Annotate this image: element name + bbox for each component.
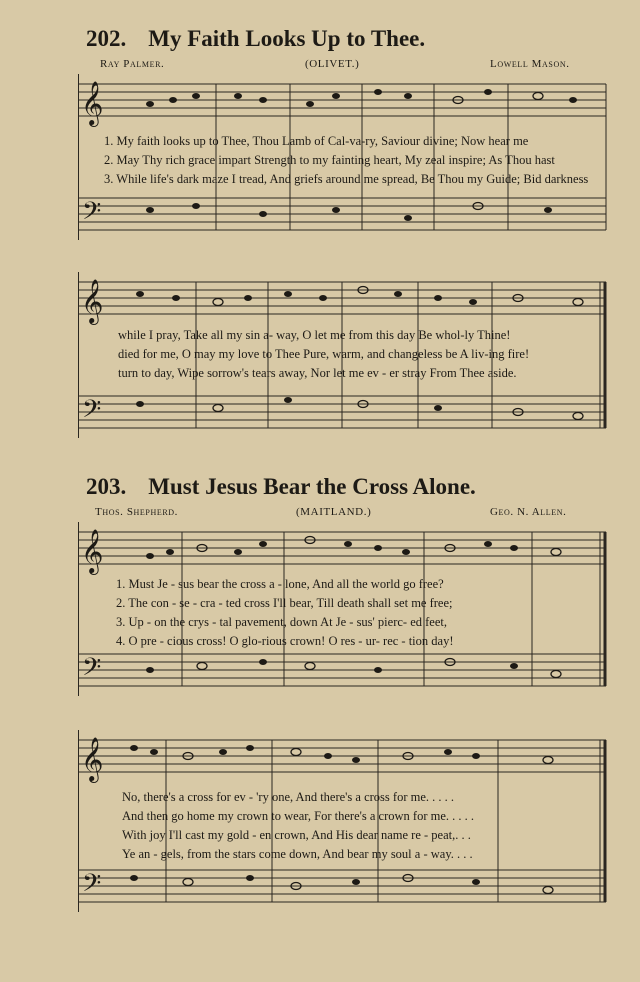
svg-text:𝄞: 𝄞 (81, 279, 104, 323)
treble-staff (78, 81, 606, 127)
hymn-202-verse-1-cont: while I pray, Take all my sin a- way, O let me from this day Be whol-ly Thine! (118, 328, 511, 342)
hymn-203-verse-4-cont: Ye an - gels, from the stars come down, And bear my soul a - way. . . . (122, 847, 473, 861)
hymn-203-verse-2-cont: And then go home my crown to wear, For there's a crown for me. . . . . (122, 809, 475, 823)
hymn-title-text: My Faith Looks Up to Thee. (148, 26, 426, 51)
hymn-number: 203. (86, 474, 127, 499)
hymn-202-verse-2: 2. May Thy rich grace impart Strength to my fainting heart, My zeal inspire; As Thou hast (104, 153, 555, 167)
hymn-202-verse-3: 3. While life's dark maze I tread, And griefs around me spread, Be Thou my Guide; Bid darkness (104, 172, 589, 186)
hymn-203-author: Thos. Shepherd. (95, 506, 178, 518)
hymn-202-composer: Lowell Mason. (490, 58, 570, 70)
svg-text:𝄢: 𝄢 (82, 197, 102, 232)
svg-text:𝄢: 𝄢 (82, 869, 102, 904)
hymn-203-title (86, 474, 476, 500)
hymn-202-verse-2-cont: died for me, O may my love to Thee Pure, warm, and changeless be A liv-ing fire! (118, 347, 530, 361)
hymn-203-verse-3-cont: With joy I'll cast my gold - en crown, And His dear name re - peat,. . . (122, 828, 471, 842)
hymn-203-composer: Geo. N. Allen. (490, 506, 567, 518)
hymn-202-author: Ray Palmer. (100, 58, 165, 70)
svg-text:𝄢: 𝄢 (82, 653, 102, 688)
hymn-203-verse-4: 4. O pre - cious cross! O glo-rious crown! O res - ur- rec - tion day! (116, 634, 454, 648)
hymn-203-verse-1: 1. Must Je - sus bear the cross a - lone, And all the world go free? (116, 577, 444, 591)
hymn-203-tune: (MAITLAND.) (296, 506, 372, 518)
svg-text:𝄞: 𝄞 (81, 81, 104, 125)
hymn-title-text: Must Jesus Bear the Cross Alone. (148, 474, 476, 499)
svg-text:𝄞: 𝄞 (81, 737, 104, 781)
hymn-202-tune: (OLIVET.) (305, 58, 360, 70)
hymn-202-verse-1: 1. My faith looks up to Thee, Thou Lamb of Cal-va-ry, Saviour divine; Now hear me (104, 134, 529, 148)
bass-staff (78, 197, 606, 232)
hymn-203-verse-1-cont: No, there's a cross for ev - 'ry one, And there's a cross for me. . . . . (122, 790, 455, 804)
svg-text:𝄢: 𝄢 (82, 395, 102, 430)
hymn-202-verse-3-cont: turn to day, Wipe sorrow's tears away, Nor let me ev - er stray From Thee aside. (118, 366, 517, 380)
hymn-202-title (86, 26, 425, 52)
svg-text:𝄞: 𝄞 (81, 529, 104, 573)
hymn-203-verse-2: 2. The con - se - cra - ted cross I'll bear, Till death shall set me free; (116, 596, 453, 610)
hymn-203-verse-3: 3. Up - on the crys - tal pavement, down At Je - sus' pierc- ed feet, (116, 615, 447, 629)
hymn-number: 202. (86, 26, 127, 51)
